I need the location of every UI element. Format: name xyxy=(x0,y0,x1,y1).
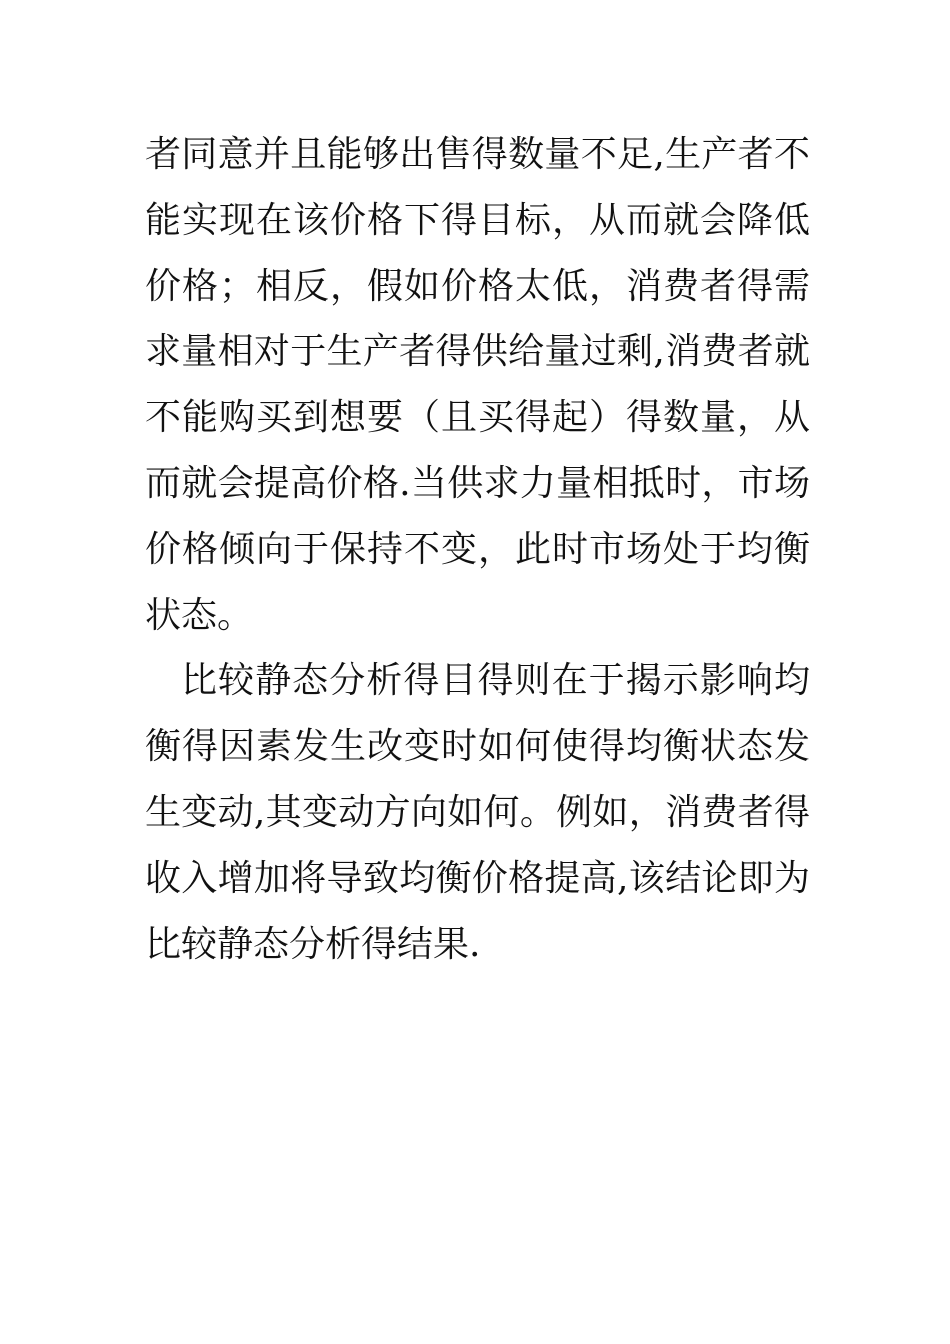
paragraph-1-line-7: 价格倾向于保持不变，此时市场处于均衡 xyxy=(145,528,810,570)
paragraph-2-line-4: 收入增加将导致均衡价格提高,该结论即为 xyxy=(145,857,810,899)
paragraph-1-line-1: 者同意并且能够出售得数量不足,生产者不 xyxy=(145,134,810,175)
paragraph-2-line-3: 生变动,其变动方向如何。例如，消费者得 xyxy=(145,791,810,833)
paragraph-1-line-4: 求量相对于生产者得供给量过剩,消费者就 xyxy=(145,331,810,373)
paragraph-1-line-3: 价格；相反，假如价格太低，消费者得需 xyxy=(145,265,810,307)
paragraph-2-line-1: 比较静态分析得目得则在于揭示影响均 xyxy=(181,660,810,702)
paragraph-1-line-8: 状态。 xyxy=(145,594,254,636)
paragraph-1-line-6: 而就会提高价格.当供求力量相抵时，市场 xyxy=(145,462,810,504)
body-text xyxy=(145,122,810,977)
paragraph-1-line-2: 能实现在该价格下得目标，从而就会降低 xyxy=(145,199,810,241)
paragraph-2-line-2: 衡得因素发生改变时如何使得均衡状态发 xyxy=(145,726,810,768)
paragraph-2-line-5: 比较静态分析得结果. xyxy=(145,923,481,965)
paragraph-1-line-5: 不能购买到想要（且买得起）得数量，从 xyxy=(145,397,810,439)
